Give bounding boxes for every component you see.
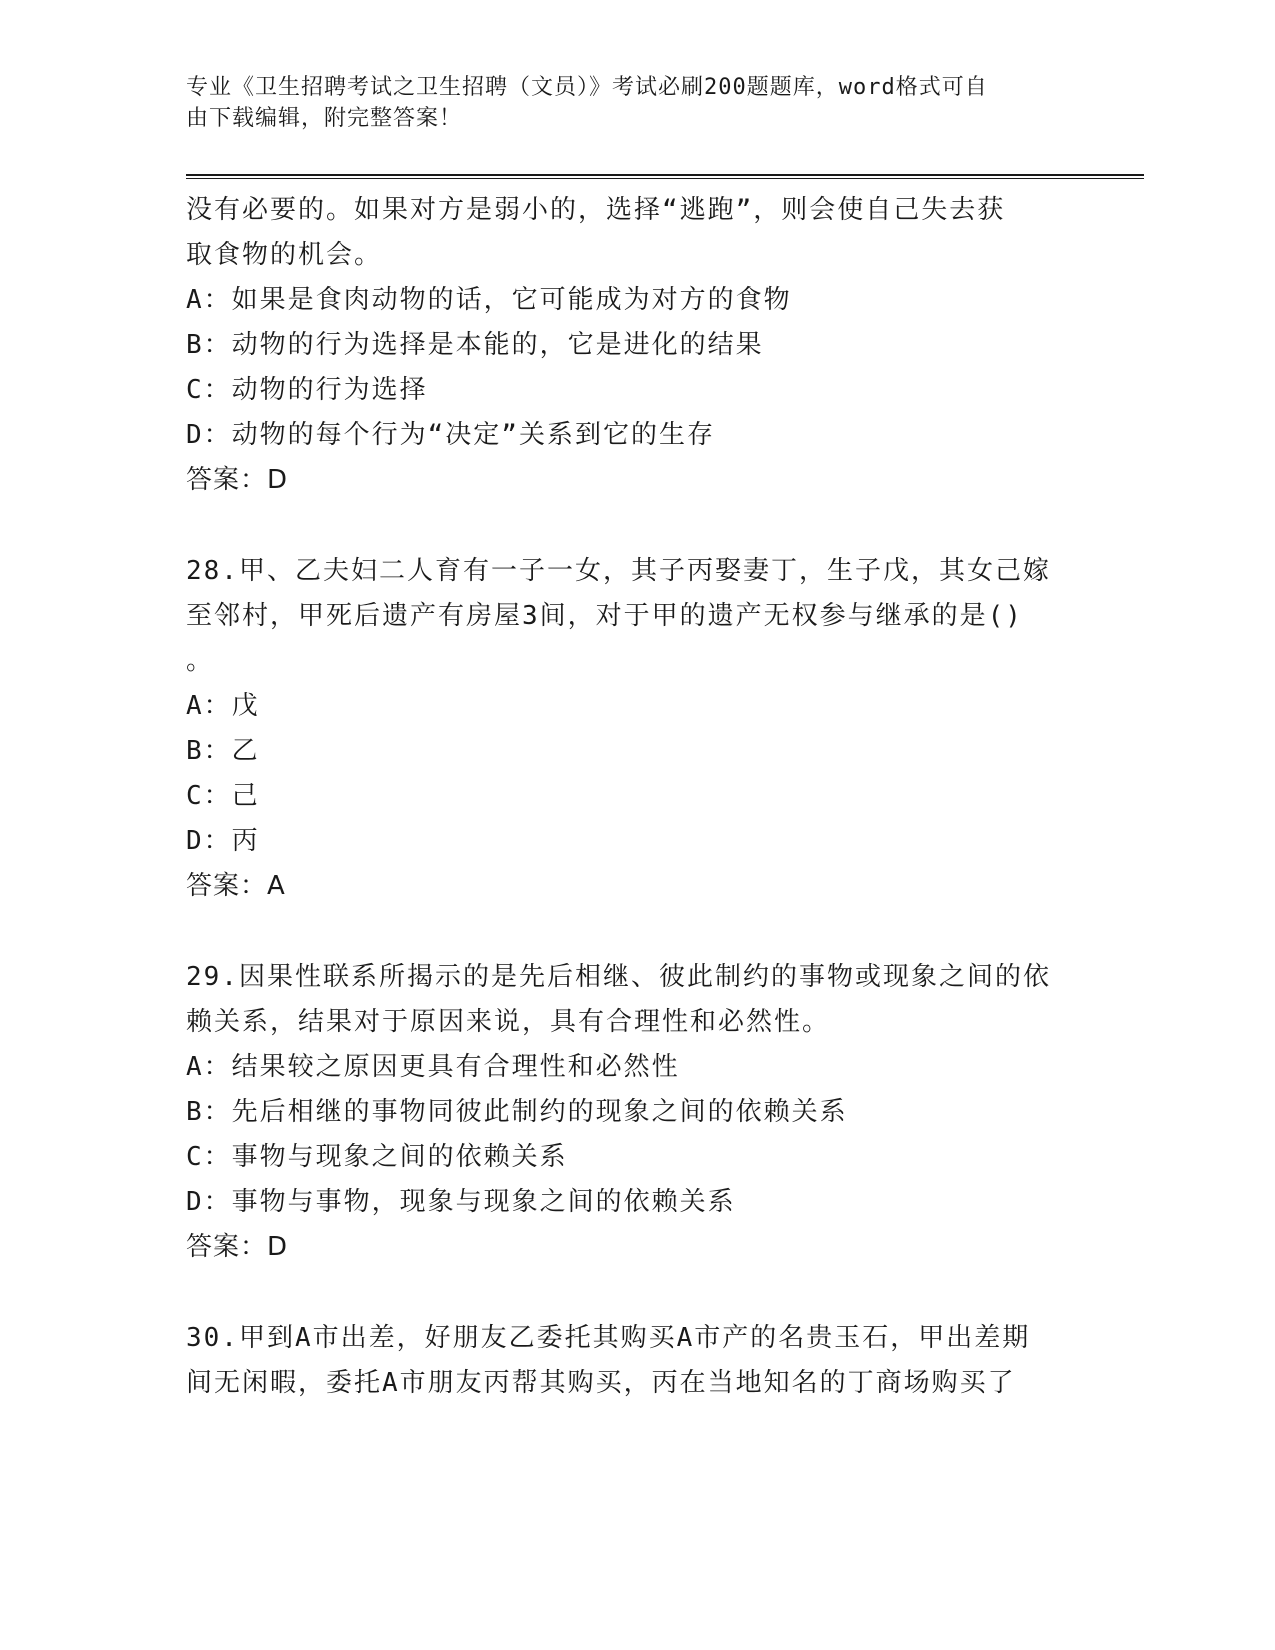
question-stem-line: 28.甲、乙夫妇二人育有一子一女，其子丙娶妻丁，生子戊，其女己嫁: [186, 556, 1051, 586]
option-b: B：动物的行为选择是本能的，它是进化的结果: [186, 330, 764, 360]
question-stem-line: 取食物的机会。: [186, 240, 383, 270]
question-stem-line: 29.因果性联系所揭示的是先后相继、彼此制约的事物或现象之间的依: [186, 962, 1051, 992]
document-body: [186, 188, 1066, 1406]
answer-line: 答案：A: [186, 871, 286, 901]
option-c: C：事物与现象之间的依赖关系: [186, 1142, 568, 1172]
option-c: C：己: [186, 781, 260, 811]
header-title-line-1: 专业《卫生招聘考试之卫生招聘（文员）》考试必刷200题题库，word格式可自: [186, 75, 988, 100]
spacer: [186, 909, 1066, 955]
option-b: B：先后相继的事物同彼此制约的现象之间的依赖关系: [186, 1097, 848, 1127]
option-d: D：动物的每个行为“决定”关系到它的生存: [186, 420, 715, 450]
question-29: [186, 955, 1066, 1270]
question-stem-line: 。: [186, 646, 215, 676]
spacer: [186, 1270, 1066, 1316]
option-c: C：动物的行为选择: [186, 375, 428, 405]
question-stem-line: 间无闲暇，委托A市朋友丙帮其购买，丙在当地知名的丁商场购买了: [186, 1368, 1016, 1398]
option-b: B：乙: [186, 736, 260, 766]
answer-line: 答案：D: [186, 1232, 289, 1262]
document-header: [186, 72, 1066, 134]
option-d: D：事物与事物，现象与现象之间的依赖关系: [186, 1187, 736, 1217]
question-30: [186, 1316, 1066, 1406]
header-divider: [186, 174, 1144, 179]
option-a: A：如果是食肉动物的话，它可能成为对方的食物: [186, 285, 792, 315]
question-stem-line: 至邻村，甲死后遗产有房屋3间，对于甲的遗产无权参与继承的是(): [186, 601, 1023, 631]
answer-line: 答案：D: [186, 465, 289, 495]
question-stem-line: 赖关系，结果对于原因来说，具有合理性和必然性。: [186, 1007, 831, 1037]
question-stem-line: 30.甲到A市出差，好朋友乙委托其购买A市产的名贵玉石，甲出差期: [186, 1323, 1031, 1353]
header-title-line-2: 由下载编辑，附完整答案！: [186, 106, 463, 131]
option-a: A：戊: [186, 691, 260, 721]
option-d: D：丙: [186, 826, 260, 856]
question-28: [186, 549, 1066, 909]
question-27-continued: [186, 188, 1066, 503]
spacer: [186, 503, 1066, 549]
question-stem-line: 没有必要的。如果对方是弱小的，选择“逃跑”，则会使自己失去获: [186, 195, 1006, 225]
option-a: A：结果较之原因更具有合理性和必然性: [186, 1052, 680, 1082]
